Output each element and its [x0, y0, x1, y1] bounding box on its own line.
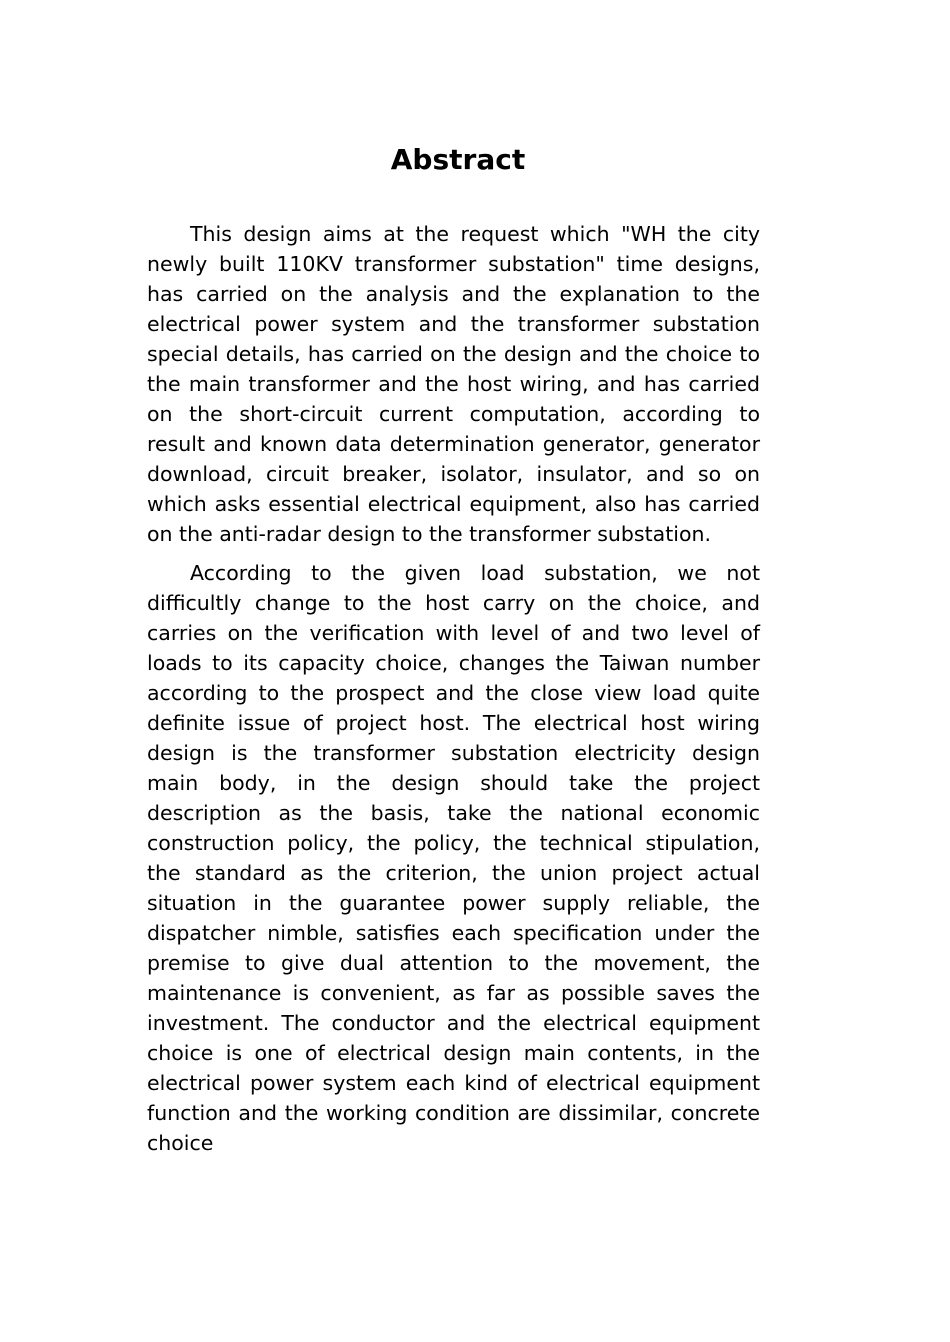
- page-title: Abstract: [390, 143, 526, 176]
- abstract-paragraph-2: According to the given load substation, we not difficultly change to the host carry on the choice, and carries on the verification with level of and two level of loads to its capacity choice, changes the Taiwan number according to the prospect and the close view load quite definite issue of project host. The electrical host wiring design is the transformer substation electricity design main body, in the design should take the project description as the basis, take the national economic construction policy, the policy, the technical stipulation, the standard as the criterion, the union project actual situation in the guarantee power supply reliable, the dispatcher nimble, satisfies each specification under the premise to give dual attention to the movement, the maintenance is convenient, as far as possible saves the investment. The conductor and the electrical equipment choice is one of electrical design main contents, in the electrical power system each kind of electrical equipment function and the working condition are dissimilar, concrete choice: [147, 561, 760, 1155]
- abstract-paragraph-1: This design aims at the request which "WH the city newly built 110KV transformer substation" time designs, has carried on the analysis and the explanation to the electrical power system and the transformer substation special details, has carried on the design and the choice to the main transformer and the host wiring, and has carried on the short-circuit current computation, according to result and known data determination generator, generator download, circuit breaker, isolator, insulator, and so on which asks essential electrical equipment, also has carried on the anti-radar design to the transformer substation.: [147, 222, 760, 546]
- abstract-body: [147, 219, 760, 1158]
